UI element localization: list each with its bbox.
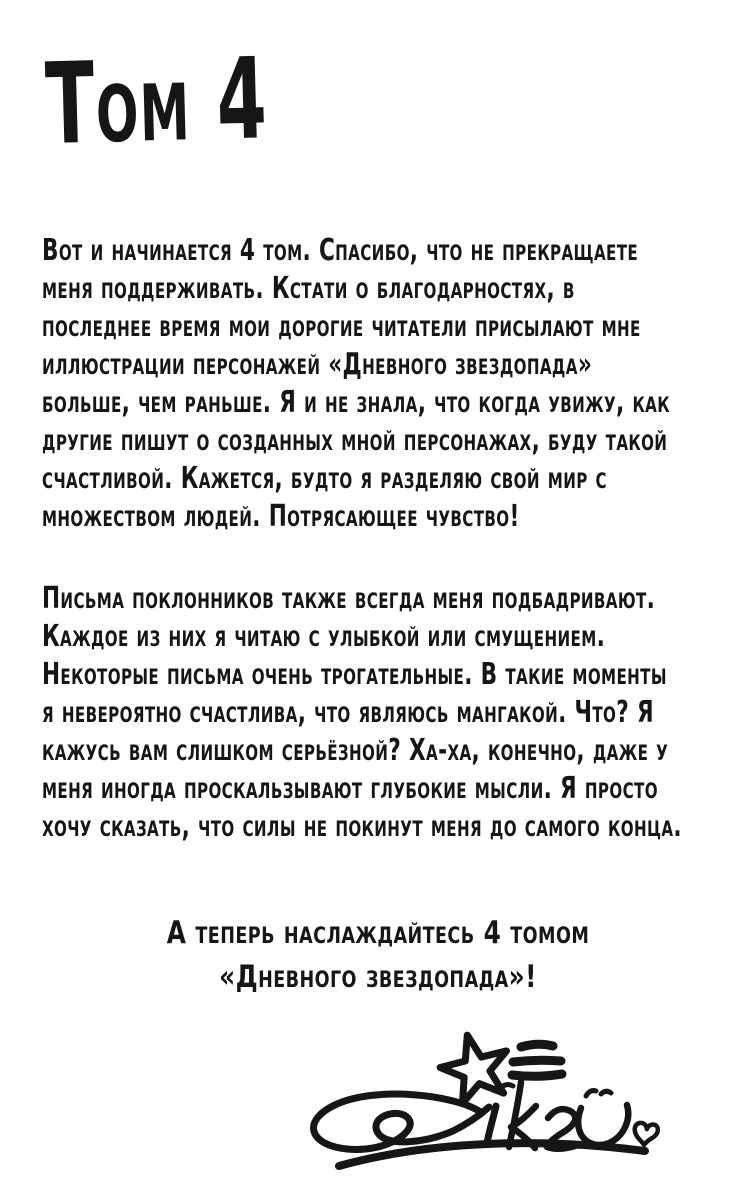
text-line: Каждое из них я читаю с улыбкой или смущением. — [42, 619, 606, 654]
text-line: хочу сказать, что силы не покинут меня до самого конца. — [42, 809, 682, 844]
text-line: другие пишут о созданных мной персонажах, буду такой — [42, 423, 668, 458]
closing-line: «Дневного звездопада»! — [219, 959, 537, 995]
signature-graphic — [283, 1010, 683, 1185]
heart-icon — [632, 1121, 658, 1146]
text-line: больше, чем раньше. Я и не знала, что когда увижу, как — [42, 385, 670, 420]
text-line: Письма поклонников также всегда меня подбадривают. — [42, 581, 656, 616]
text-line: последнее время мои дорогие читатели присылают мне — [42, 309, 641, 344]
star-doodle-icon — [434, 1027, 516, 1107]
text-line: множеством людей. Потрясающее чувство! — [42, 499, 520, 534]
text-line: меня иногда проскальзывают глубокие мысли. Я просто — [42, 771, 658, 806]
text-line: иллюстрации персонажей «Дневного звездопада» — [42, 347, 593, 382]
smiley-eyes-icon — [586, 1091, 611, 1096]
autograph-loop — [314, 1094, 489, 1149]
author-signature — [283, 1010, 683, 1185]
text-line: счастливой. Кажется, будто я разделяю свой мир с — [42, 461, 607, 496]
closing-note — [76, 911, 681, 999]
text-line: кажусь вам слишком серьёзной? Ха-ха, конечно, даже у — [42, 733, 669, 768]
page-title: Том 4 — [43, 34, 270, 170]
text-line: Некоторые письма очень трогательные. В такие моменты — [42, 657, 667, 692]
stack-lines-icon — [512, 1044, 562, 1076]
text-line: меня поддерживать. Кстати о благодарностях, в — [42, 271, 575, 306]
text-line: я невероятно счастлива, что являюсь мангакой. Что? Я — [42, 695, 655, 730]
smiley-smile-icon — [578, 1105, 628, 1145]
text-line: Вот и начинается 4 том. Спасибо, что не прекращаете — [42, 233, 639, 268]
autograph-k — [509, 1082, 536, 1148]
autograph-i-accent — [499, 1085, 513, 1089]
closing-line: А теперь наслаждайтесь 4 томом — [166, 915, 590, 951]
paragraph-1 — [42, 232, 748, 536]
paragraph-2 — [42, 580, 748, 846]
